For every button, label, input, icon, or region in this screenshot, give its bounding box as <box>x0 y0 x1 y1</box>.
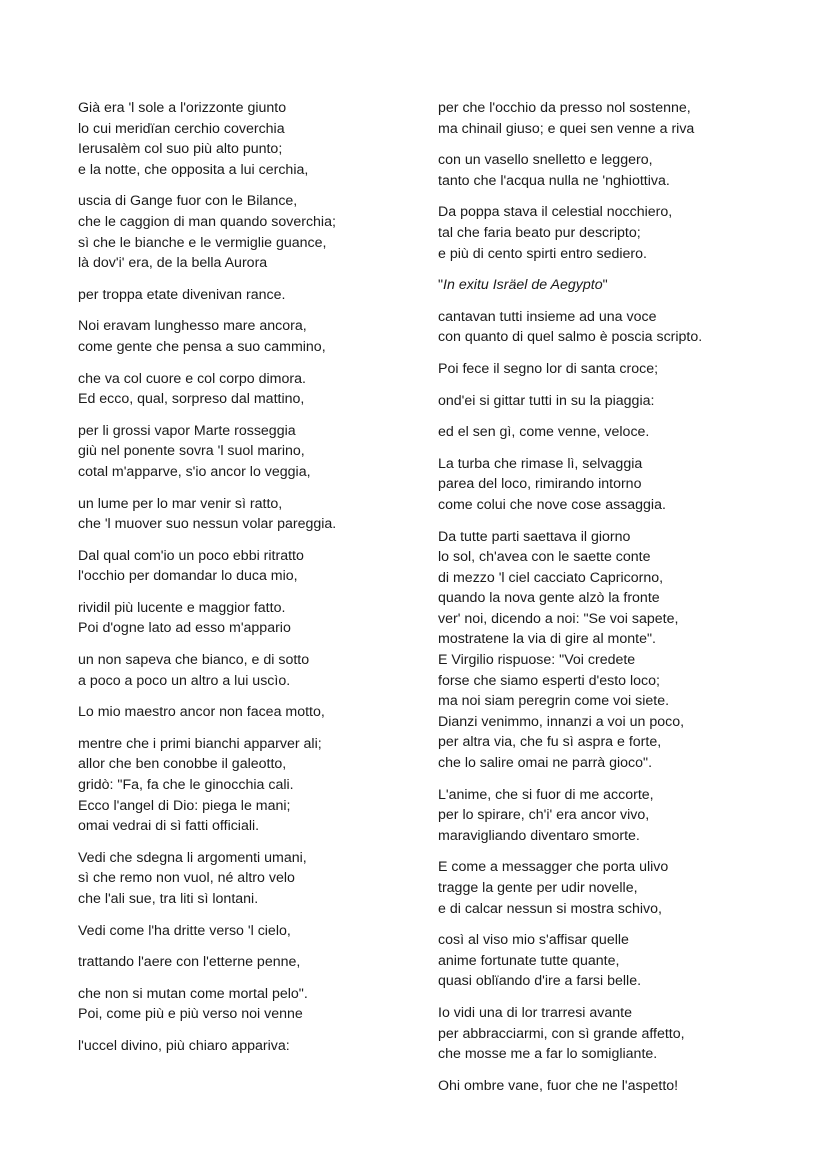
left-column <box>78 98 398 1068</box>
stanza <box>78 598 398 639</box>
verse-line: e di calcar nessun si mostra schivo, <box>438 900 662 917</box>
stanza <box>438 98 768 139</box>
verse-line: per lo spirare, ch'i' era ancor vivo, <box>438 807 650 824</box>
stanza <box>78 191 398 273</box>
verse-line: Dianzi venimmo, innanzi a voi un poco, <box>438 713 685 730</box>
verse-line: Ierusalèm col suo più alto punto; <box>78 141 283 158</box>
verse-line: di mezzo 'l ciel cacciato Capricorno, <box>438 569 664 586</box>
verse-line: che va col cuore e col corpo dimora. <box>78 370 306 387</box>
stanza <box>78 921 398 942</box>
verse-line: uscia di Gange fuor con le Bilance, <box>78 193 298 210</box>
verse-line: E come a messagger che porta ulivo <box>438 859 669 876</box>
verse-line: come colui che nove cose assaggia. <box>438 496 666 513</box>
verse-line: l'uccel divino, più chiaro appariva: <box>78 1037 290 1054</box>
verse-line: ond'ei si gittar tutti in su la piaggia: <box>438 392 655 409</box>
verse-line: trattando l'aere con l'etterne penne, <box>78 954 301 971</box>
verse-line: così al viso mio s'affisar quelle <box>438 932 629 949</box>
stanza <box>438 275 768 296</box>
verse-line: Poi d'ogne lato ad esso m'appario <box>78 620 291 637</box>
verse-line: Poi fece il segno lor di santa croce; <box>438 360 659 377</box>
stanza <box>438 930 768 992</box>
verse-line: per che l'occhio da presso nol sostenne, <box>438 100 691 116</box>
verse-line: come gente che pensa a suo cammino, <box>78 338 326 355</box>
verse-line: E Virgilio rispuose: "Voi credete <box>438 652 636 669</box>
stanza <box>438 359 768 380</box>
verse-line: e più di cento spirti entro sediero. <box>438 245 647 262</box>
verse-line: che non si mutan come mortal pelo". <box>78 985 308 1002</box>
verse-line: per li grossi vapor Marte rosseggia <box>78 422 296 439</box>
verse-line: forse che siamo esperti d'esto loco; <box>438 672 660 689</box>
stanza <box>78 650 398 691</box>
verse-line: un non sapeva che bianco, e di sotto <box>78 652 310 669</box>
verse-line: per troppa etate divenivan rance. <box>78 286 286 303</box>
verse-line: che mosse me a far lo somigliante. <box>438 1046 658 1063</box>
stanza <box>438 307 768 348</box>
verse-line: maravigliando diventaro smorte. <box>438 827 640 844</box>
stanza <box>78 494 398 535</box>
stanza <box>438 1003 768 1065</box>
right-column <box>438 98 768 1107</box>
verse-line: Vedi che sdegna li argomenti umani, <box>78 849 307 866</box>
stanza <box>438 785 768 847</box>
stanza <box>78 702 398 723</box>
stanza <box>78 98 398 180</box>
stanza <box>78 285 398 306</box>
verse-line: lo cui meridïan cerchio coverchia <box>78 120 285 137</box>
verse-line: Da poppa stava il celestial nocchiero, <box>438 204 673 221</box>
verse-line: Ecco l'angel di Dio: piega le mani; <box>78 797 291 814</box>
stanza <box>438 1076 768 1097</box>
verse-line: Dal qual com'io un poco ebbi ritratto <box>78 547 304 564</box>
verse-line: che le caggion di man quando soverchia; <box>78 213 336 230</box>
verse-line: cotal m'apparve, s'io ancor lo veggia, <box>78 463 311 480</box>
verse-line: sì che remo non vuol, né altro velo <box>78 870 295 887</box>
verse-line: per altra via, che fu sì aspra e forte, <box>438 734 662 751</box>
close-quote: " <box>602 277 608 294</box>
verse-line: ver' noi, dicendo a noi: "Se voi sapete, <box>438 610 679 627</box>
stanza <box>78 421 398 483</box>
verse-line: gridò: "Fa, fa che le ginocchia cali. <box>78 777 294 794</box>
stanza <box>438 454 768 516</box>
psalm-title: In exitu Isräel de Aegypto <box>443 277 603 294</box>
verse-line: allor che ben conobbe il galeotto, <box>78 756 287 773</box>
verse-line: Io vidi una di lor trarresi avante <box>438 1004 632 1021</box>
verse-line: l'occhio per domandar lo duca mio, <box>78 568 298 585</box>
verse-line: giù nel ponente sovra 'l suol marino, <box>78 443 305 460</box>
verse-line: un lume per lo mar venir sì ratto, <box>78 495 283 512</box>
verse-line: lo sol, ch'avea con le saette conte <box>438 549 651 566</box>
verse-line: per abbracciarmi, con sì grande affetto, <box>438 1025 685 1042</box>
verse-line: mentre che i primi bianchi apparver ali; <box>78 735 322 752</box>
verse-line: a poco a poco un altro a lui uscìo. <box>78 672 291 689</box>
verse-line: omai vedrai di sì fatti officiali. <box>78 818 260 835</box>
verse-line: tanto che l'acqua nulla ne 'nghiottiva. <box>438 172 670 189</box>
verse-line: tragge la gente per udir novelle, <box>438 880 638 896</box>
verse-line: mostratene la via di gire al monte". <box>438 631 656 648</box>
verse-line: anime fortunate tutte quante, <box>438 952 620 969</box>
verse-line: Poi, come più e più verso noi venne <box>78 1006 303 1023</box>
psalm-quote <box>438 275 768 296</box>
verse-line: Da tutte parti saettava il giorno <box>438 528 631 545</box>
verse-line: là dov'i' era, de la bella Aurora <box>78 255 268 272</box>
verse-line: e la notte, che opposita a lui cerchia, <box>78 161 309 178</box>
verse-line: quasi oblïando d'ire a farsi belle. <box>438 973 642 990</box>
stanza <box>78 734 398 837</box>
verse-line: tal che faria beato pur descripto; <box>438 224 641 241</box>
verse-line: cantavan tutti insieme ad una voce <box>438 308 657 325</box>
verse-line: Ed ecco, qual, sorpreso dal mattino, <box>78 391 305 408</box>
verse-line: Vedi come l'ha dritte verso 'l cielo, <box>78 922 291 939</box>
stanza <box>78 952 398 973</box>
stanza <box>78 546 398 587</box>
stanza <box>438 527 768 774</box>
stanza <box>78 848 398 910</box>
verse-line: rividil più lucente e maggior fatto. <box>78 599 286 616</box>
verse-line: che 'l muover suo nessun volar pareggia. <box>78 516 337 533</box>
verse-line: Noi eravam lunghesso mare ancora, <box>78 318 307 335</box>
verse-line: La turba che rimase lì, selvaggia <box>438 455 643 472</box>
verse-line: con quanto di quel salmo è poscia scripto. <box>438 329 703 346</box>
stanza <box>78 1036 398 1057</box>
verse-line: quando la nova gente alzò la fronte <box>438 590 660 607</box>
verse-line: parea del loco, rimirando intorno <box>438 476 642 493</box>
verse-line: sì che le bianche e le vermiglie guance, <box>78 234 327 251</box>
stanza <box>78 369 398 410</box>
stanza <box>438 422 768 443</box>
verse-line: Ohi ombre vane, fuor che ne l'aspetto! <box>438 1077 679 1094</box>
verse-line: Lo mio maestro ancor non facea motto, <box>78 704 325 721</box>
stanza <box>78 984 398 1025</box>
stanza <box>78 316 398 357</box>
verse-line: L'anime, che si fuor di me accorte, <box>438 786 654 803</box>
stanza <box>438 150 768 191</box>
open-quote: " <box>438 277 444 294</box>
verse-line: ma noi siam peregrin come voi siete. <box>438 693 670 710</box>
verse-line: con un vasello snelletto e leggero, <box>438 152 653 169</box>
verse-line: che lo salire omai ne parrà gioco". <box>438 755 653 772</box>
stanza <box>438 857 768 919</box>
verse-line: ma chinail giuso; e quei sen venne a riva <box>438 120 695 137</box>
verse-line: Già era 'l sole a l'orizzonte giunto <box>78 100 287 116</box>
stanza <box>438 391 768 412</box>
stanza <box>438 202 768 264</box>
verse-line: ed el sen gì, come venne, veloce. <box>438 424 650 441</box>
verse-line: che l'ali sue, tra liti sì lontani. <box>78 891 259 907</box>
